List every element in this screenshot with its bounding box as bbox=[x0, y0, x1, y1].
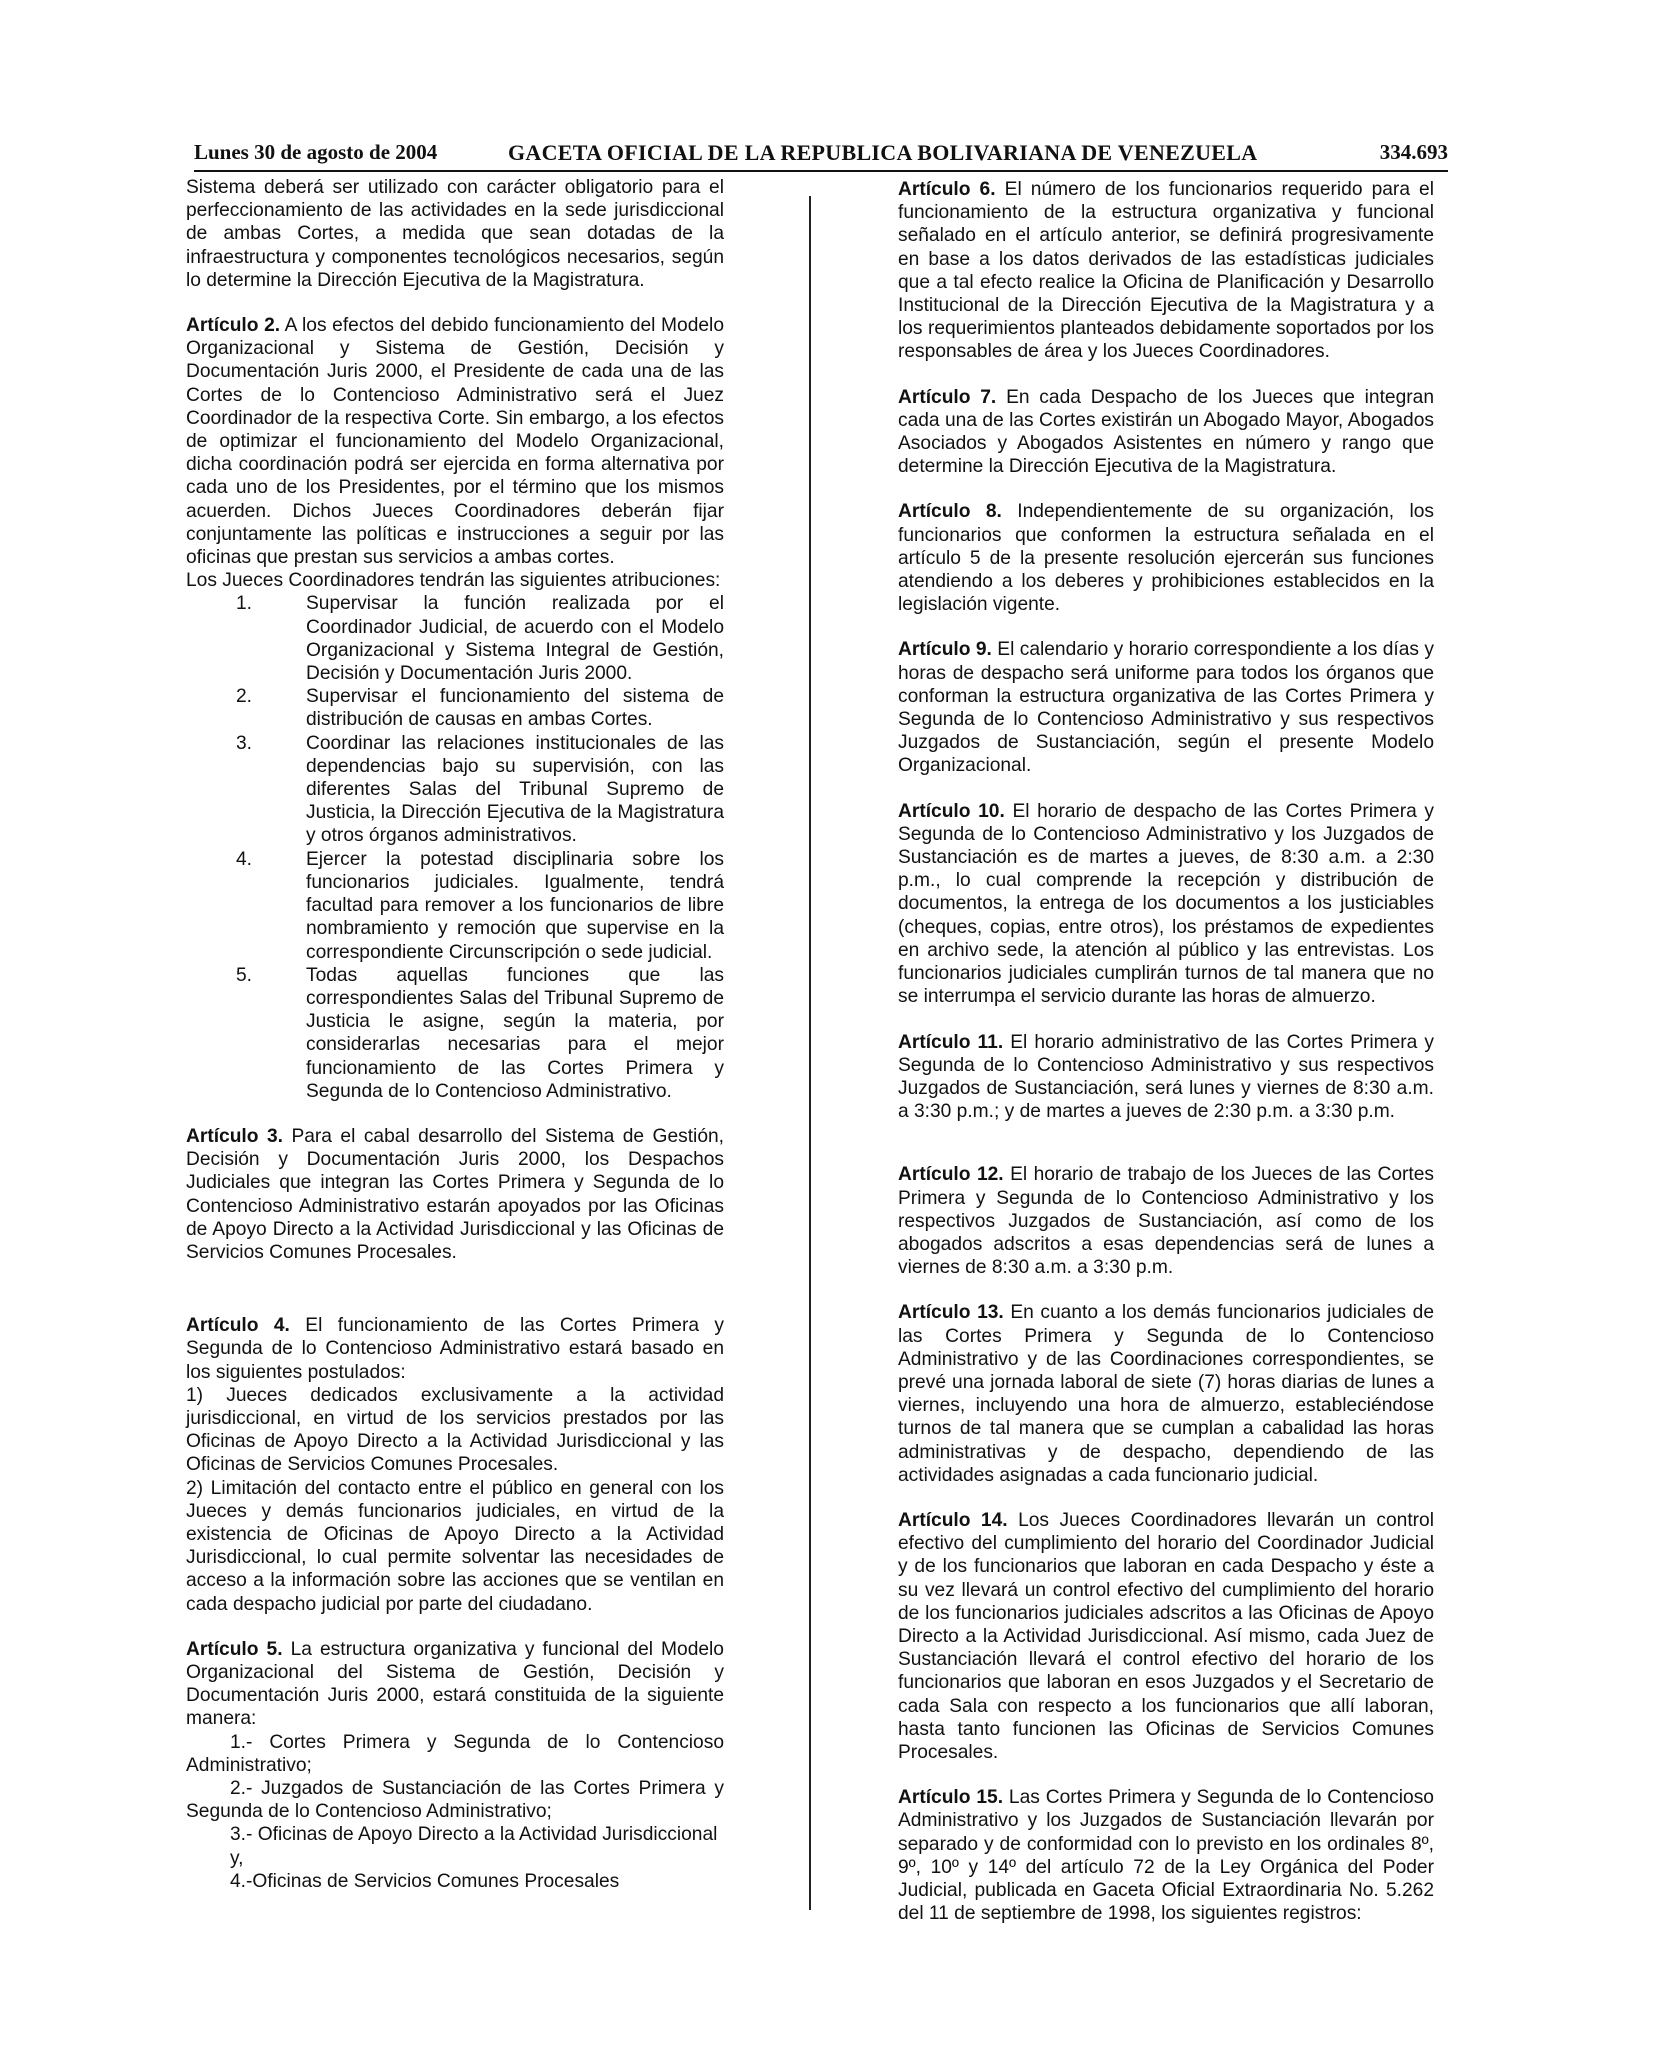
article-2-label: Artículo 2. bbox=[186, 315, 281, 337]
header-date: Lunes 30 de agosto de 2004 bbox=[194, 140, 438, 164]
article-4 bbox=[186, 1314, 724, 1384]
article-11 bbox=[898, 1031, 1434, 1124]
article-4-item-2: 2) Limitación del contacto entre el público en general con los Jueces y demás funcionarios judiciales, en virtud de la existencia de Oficinas de Apoyo Directo a la Actividad Jurisdiccional, lo cual permite solventar las necesidades de acceso a la información sobre las acciones que se ventilan en cada despacho judicial por parte del ciudadano. bbox=[186, 1477, 724, 1615]
article-2-text: A los efectos del debido funcionamiento del Modelo Organizacional y Sistema de Gestión, Decisión y Documentación Juris 2000, el Presidente de cada una de las Cortes de lo Contencioso Administrativo será el Juez Coordinador de la respectiva Corte. Sin embargo, a los efectos de optimizar el funcionamiento del Modelo Organizacional, dicha coordinación podrá ser ejercida en forma alternativa por cada uno de los Presidentes, por el término que los mismos acuerden. Dichos Jueces Coordinadores deberán fijar conjuntamente las políticas e instrucciones a seguir por las oficinas que prestan sus servicios a ambas cortes. bbox=[186, 315, 724, 569]
column-divider bbox=[809, 196, 811, 1910]
article-3 bbox=[186, 1125, 724, 1264]
list-item bbox=[186, 592, 724, 685]
list-number: 4. bbox=[236, 848, 253, 870]
article-8 bbox=[898, 500, 1434, 616]
article-12-label: Artículo 12. bbox=[898, 1164, 1004, 1186]
article-4-label: Artículo 4. bbox=[186, 1315, 290, 1337]
article-2-list-intro: Los Jueces Coordinadores tendrán las siguientes atribuciones: bbox=[186, 570, 721, 592]
article-4-item-1: 1) Jueces dedicados exclusivamente a la actividad jurisdiccional, en virtud de los servicios prestados por las Oficinas de Apoyo Directo a la Actividad Jurisdiccional y las Oficinas de Servicios Comunes Procesales. bbox=[186, 1384, 724, 1476]
list-item: 1.- Cortes Primera y Segunda de lo Contencioso Administrativo; bbox=[186, 1731, 724, 1776]
list-item bbox=[186, 732, 724, 848]
article-13-text: En cuanto a los demás funcionarios judiciales de las Cortes Primera y Segunda de lo Contencioso Administrativo y de las Coordinaciones correspondientes, se prevé una jornada laboral de siete (7) horas diarias de lunes a viernes, incluyendo una hora de almuerzo, estableciéndose turnos de tal manera que se cumplan a cabalidad las horas administrativas y de despacho, dependiendo de las actividades asignadas a cada funcionario judicial. bbox=[898, 1302, 1434, 1486]
article-4-text: El funcionamiento de las Cortes Primera y Segunda de lo Contencioso Administrativo estará basado en los siguientes postulados: bbox=[186, 1315, 724, 1383]
article-7-label: Artículo 7. bbox=[898, 386, 997, 408]
article-5 bbox=[186, 1638, 724, 1731]
article-15 bbox=[898, 1786, 1434, 1925]
article-12 bbox=[898, 1163, 1434, 1279]
list-text: Supervisar la función realizada por el Coordinador Judicial, de acuerdo con el Modelo Organizacional y Sistema Integral de Gestión, Decisión y Documentación Juris 2000. bbox=[306, 593, 724, 685]
article-9-text: El calendario y horario correspondiente a los días y horas de despacho será uniforme para todos los órganos que conforman la estructura organizativa de las Cortes Primera y Segunda de lo Contencioso Administrativo y sus respectivos Juzgados de Sustanciación, según el presente Modelo Organizacional. bbox=[898, 639, 1434, 777]
list-item bbox=[186, 848, 724, 964]
list-number: 3. bbox=[236, 732, 253, 754]
article-5-label: Artículo 5. bbox=[186, 1638, 283, 1660]
list-number: 2. bbox=[236, 686, 253, 708]
list-number: 5. bbox=[236, 964, 253, 986]
page-number: 334.693 bbox=[1379, 140, 1448, 164]
article-3-label: Artículo 3. bbox=[186, 1125, 283, 1147]
article-13-label: Artículo 13. bbox=[898, 1302, 1004, 1324]
list-item: 2.- Juzgados de Sustanciación de las Cortes Primera y Segunda de lo Contencioso Administrativo; bbox=[186, 1778, 724, 1823]
article-5-text: La estructura organizativa y funcional del Modelo Organizacional del Sistema de Gestión, Decisión y Documentación Juris 2000, estará constituida de la siguiente manera: bbox=[186, 1638, 724, 1730]
article-7 bbox=[898, 386, 1434, 479]
list-number: 1. bbox=[236, 593, 253, 615]
article-14 bbox=[898, 1509, 1434, 1764]
list-item bbox=[186, 964, 724, 1103]
article-10 bbox=[898, 800, 1434, 1009]
article-8-text: Independientemente de su organización, los funcionarios que conformen la estructura señalada en el artículo 5 de la presente resolución ejercerán sus funciones atendiendo a los deberes y prohibiciones establecidos en la legislación vigente. bbox=[898, 501, 1434, 616]
article-12-text: El horario de trabajo de los Jueces de las Cortes Primera y Segunda de lo Contencioso Administrativo y los respectivos Juzgados de Sustanciación, así como de los abogados adscritos a esas dependencias será de lunes a viernes de 8:30 a.m. a 3:30 p.m. bbox=[898, 1164, 1434, 1279]
article-13 bbox=[898, 1301, 1434, 1487]
article-6-label: Artículo 6. bbox=[898, 179, 996, 200]
article-11-label: Artículo 11. bbox=[898, 1031, 1004, 1053]
article-6 bbox=[898, 178, 1434, 364]
article-7-text: En cada Despacho de los Jueces que integran cada una de las Cortes existirán un Abogado Mayor, Abogados Asociados y Abogados Asistentes en número y rango que determine la Dirección Ejecutiva de la Magistratura. bbox=[898, 386, 1434, 478]
list-item: 4.-Oficinas de Servicios Comunes Procesales bbox=[230, 1870, 620, 1892]
article-14-label: Artículo 14. bbox=[898, 1509, 1008, 1531]
article-15-label: Artículo 15. bbox=[898, 1787, 1004, 1809]
article-10-label: Artículo 10. bbox=[898, 800, 1005, 822]
article-9-label: Artículo 9. bbox=[898, 639, 992, 661]
list-text: Todas aquellas funciones que las correspondientes Salas del Tribunal Supremo de Justicia le asigne, según la materia, por considerarlas necesarias para el mejor funcionamiento de las Cortes Primera y Segunda de lo Contencioso Administrativo. bbox=[306, 964, 724, 1102]
article-11-text: El horario administrativo de las Cortes Primera y Segunda de lo Contencioso Administrativo y sus respectivos Juzgados de Sustanciación, será lunes y viernes de 8:30 a.m. a 3:30 p.m.; y de martes a jueves de 2:30 p.m. a 3:30 p.m. bbox=[898, 1031, 1434, 1123]
list-text: Ejercer la potestad disciplinaria sobre los funcionarios judiciales. Igualmente, tendrá facultad para remover a los funcionarios de libre nombramiento y remoción que supervise en la correspondiente Circunscripción o sede judicial. bbox=[306, 848, 724, 963]
page-header bbox=[194, 140, 1448, 170]
article-14-text: Los Jueces Coordinadores llevarán un control efectivo del cumplimiento del horario del Coordinador Judicial y de los funcionarios que laboran en cada Despacho y éste a su vez llevará un control efectivo del cumplimiento del horario de los funcionarios judiciales adscritos a las Oficinas de Apoyo Directo a la Actividad Jurisdiccional. Así mismo, cada Juez de Sustanciación llevará el control efectivo del horario de los funcionarios que laboran en esos Juzgados y el Secretario de cada Sala con respecto a los funcionarios que allí laboran, hasta tanto funcionen las Oficinas de Servicios Comunes Procesales. bbox=[898, 1509, 1434, 1763]
list-text: Supervisar el funcionamiento del sistema de distribución de causas en ambas Cortes. bbox=[306, 686, 724, 731]
article-6-text: El número de los funcionarios requerido para el funcionamiento de la estructura organizativa y funcional señalado en el artículo anterior, se definirá progresivamente en base a los datos derivados de las estadísticas judiciales que a tal efecto realice la Oficina de Planificación y Desarrollo Institucional de la Dirección Ejecutiva de la Magistratura y a los requerimientos planteados debidamente soportados por los responsables de área y los Jueces Coordinadores. bbox=[898, 179, 1434, 363]
attributions-list bbox=[186, 592, 724, 1102]
header-rule bbox=[194, 170, 1448, 172]
article-9 bbox=[898, 638, 1434, 777]
intro-paragraph: Sistema deberá ser utilizado con carácter obligatorio para el perfeccionamiento de las actividades en la sede jurisdiccional de ambas Cortes, a medida que sean dotadas de la infraestructura y componentes tecnológicos necesarios, según lo determine la Dirección Ejecutiva de la Magistratura. bbox=[186, 177, 724, 291]
list-item bbox=[186, 685, 724, 731]
right-column bbox=[898, 178, 1434, 1925]
left-column bbox=[186, 176, 724, 1893]
article-10-text: El horario de despacho de las Cortes Primera y Segunda de lo Contencioso Administrativo y los Juzgados de Sustanciación es de martes a jueves, de 8:30 a.m. a 2:30 p.m., lo cual comprende la recepción y distribución de documentos, la entrega de los documentos a los justiciables (cheques, copias, entre otros), los préstamos de expedientes en archivo sede, la atención al público y las entrevistas. Los funcionarios judiciales cumplirán turnos de tal manera que no se interrumpa el servicio durante las horas de almuerzo. bbox=[898, 800, 1434, 1008]
article-3-text: Para el cabal desarrollo del Sistema de Gestión, Decisión y Documentación Juris 2000, los Despachos Judiciales que integran las Cortes Primera y Segunda de lo Contencioso Administrativo estarán apoyados por las Oficinas de Apoyo Directo a la Actividad Jurisdiccional y las Oficinas de Servicios Comunes Procesales. bbox=[186, 1125, 724, 1263]
gazette-title: GACETA OFICIAL DE LA REPUBLICA BOLIVARIANA DE VENEZUELA bbox=[508, 140, 1258, 165]
article-2 bbox=[186, 314, 724, 569]
list-text: Coordinar las relaciones institucionales de las dependencias bajo su supervisión, con las diferentes Salas del Tribunal Supremo de Justicia, la Dirección Ejecutiva de la Magistratura y otros órganos administrativos. bbox=[306, 732, 724, 847]
article-15-text: Las Cortes Primera y Segunda de lo Contencioso Administrativo y los Juzgados de Sustanciación llevarán por separado y de conformidad con lo previsto en los ordinales 8º, 9º, 10º y 14º del artículo 72 de la Ley Orgánica del Poder Judicial, publicada en Gaceta Oficial Extraordinaria No. 5.262 del 11 de septiembre de 1998, los siguientes registros: bbox=[898, 1787, 1434, 1925]
article-8-label: Artículo 8. bbox=[898, 501, 1002, 523]
list-item: 3.- Oficinas de Apoyo Directo a la Actividad Jurisdiccional y, bbox=[230, 1824, 718, 1869]
